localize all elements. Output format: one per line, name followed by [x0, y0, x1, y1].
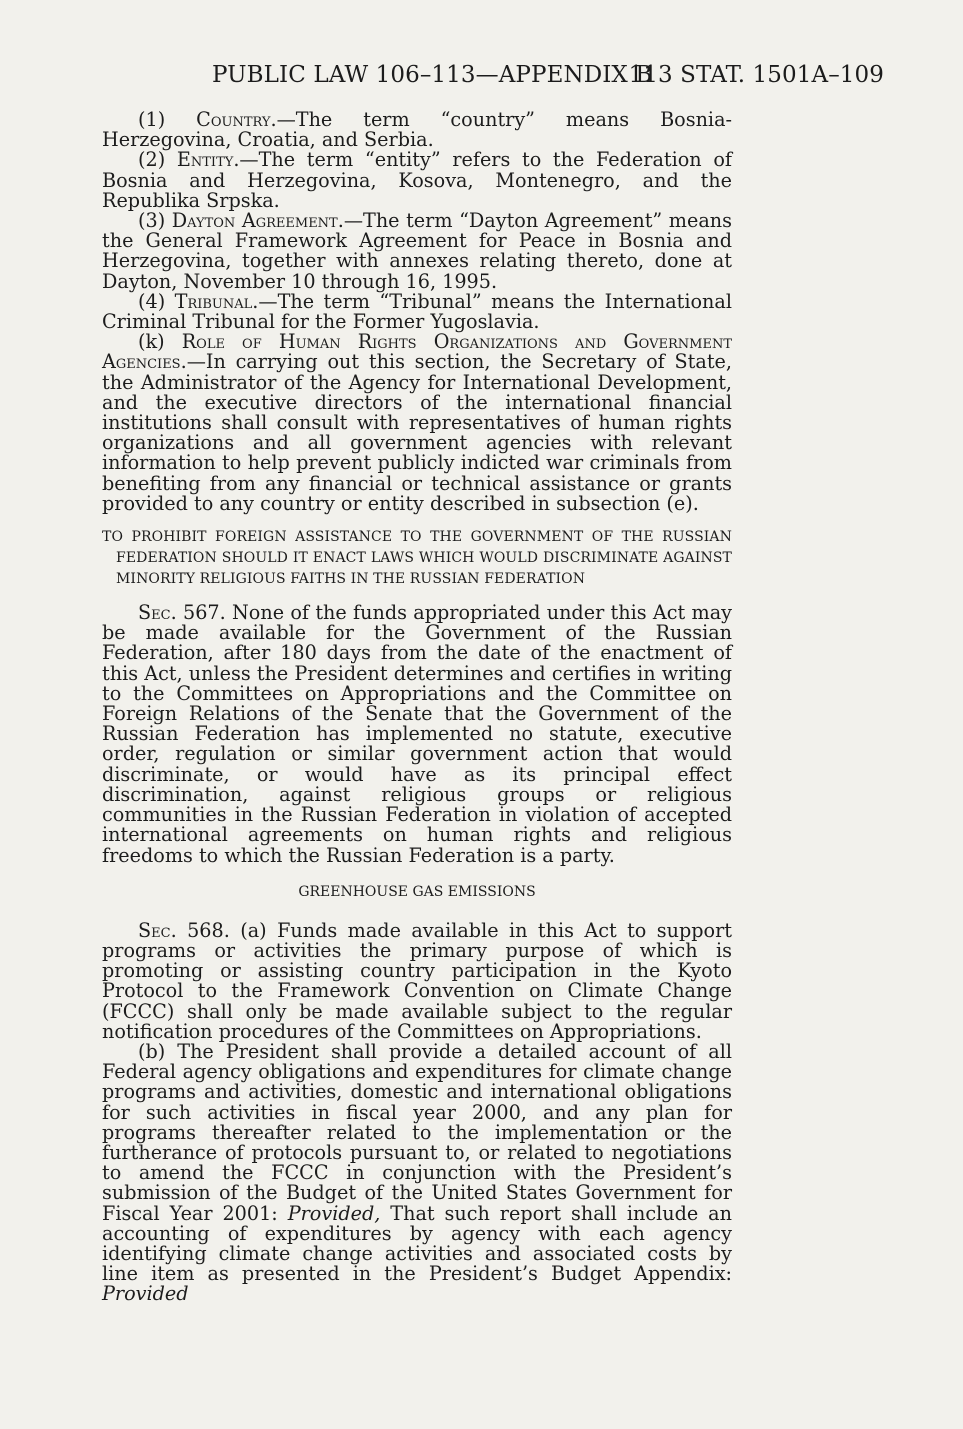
- definition-num: (1): [138, 108, 166, 131]
- page-body: [102, 110, 732, 1305]
- section-label: Sec. 568.: [138, 918, 230, 942]
- definition-term: Country.: [196, 108, 277, 131]
- definition-term: Tribunal.: [174, 289, 259, 313]
- definition-num: (3): [138, 209, 166, 233]
- definition-text: —The term “entity” refers to the Federation of Bosnia and Herzegovina, Kosova, Montenegro, and the Republika Srpska.: [102, 148, 732, 212]
- section-text: None of the funds appropriated under this Act may be made available for the Government of the Russian Federation, after 180 days from the date of the enactment of this Act, unless the President determines and certifies in writing to the Committees on Appropriations and the Committee on Foreign Relations of the Senate that the Government of the Russian Federation has implemented no statute, executive order, regulation or similar government action that would discriminate, or would have as its principal effect discrimination, against religious groups or religious communities in the Russian Federation in violation of accepted international agreements on human rights and religious freedoms to which the Russian Federation is a party.: [102, 601, 732, 867]
- definition-4: [102, 289, 732, 334]
- section-text: (a) Funds made available in this Act to support programs or activities the primary purpose of which is promoting or assisting country participation in the Kyoto Protocol to the Framework Convention on Climate Change (FCCC) shall only be made available subject to the regular notification procedures of the Committees on Appropriations.: [102, 918, 732, 1043]
- subsection-term: Role of Human Rights Organizations and Government Agencies.: [102, 330, 732, 374]
- section-text: (b) The President shall provide a detailed account of all Federal agency obligations and expenditures for climate change programs and activities, domestic and international obligations for such activities in fiscal year 2000, and any plan for programs thereafter related to the implementation or the furtherance of protocols pursuant to, or related to negotiations to amend the FCCC in conjunction with the President’s submission of the Budget of the United States Government for Fiscal Year 2001:: [102, 1039, 732, 1225]
- definition-1: [102, 110, 732, 150]
- definition-3: [102, 211, 732, 292]
- proviso-italic: Provided,: [287, 1201, 381, 1225]
- definition-text: —The term “Dayton Agreement” means the General Framework Agreement for Peace in Bosnia and Herzegovina, together with annexes relating thereto, done at Dayton, November 10 through 16, 1995.: [102, 209, 732, 293]
- subsection-num: (k): [138, 330, 165, 354]
- definition-num: (4): [138, 289, 166, 313]
- definition-term: Dayton Agreement.: [171, 209, 344, 233]
- definition-num: (2): [138, 148, 166, 172]
- section-text: That such report shall include an accounting of expenditures by agency with each agency identifying climate change activities and associated costs by line item as presented in the President’s Budget Appendix:: [102, 1201, 732, 1286]
- proviso-italic: Provided: [102, 1282, 189, 1306]
- page-number: 113 STAT. 1501A–109: [628, 62, 884, 88]
- definition-text: —The term “Tribunal” means the International Criminal Tribunal for the Former Yugoslavia.: [102, 289, 732, 334]
- running-title: PUBLIC LAW 106–113—APPENDIX B: [212, 62, 653, 88]
- subsection-text: —In carrying out this section, the Secretary of State, the Administrator of the Agency for International Development, and the executive directors of the international financial institutions shall consult with representatives of human rights organizations and all government agencies with relevant information to help prevent publicly indicted war criminals from benefiting from any financial or technical assistance or grants provided to any country or entity described in subsection (e).: [102, 350, 732, 515]
- section-568-a: [102, 918, 732, 1043]
- section-label: Sec. 567.: [138, 601, 226, 625]
- definition-term: Entity.: [176, 148, 240, 172]
- definition-text: —The term “country” means Bosnia-Herzegovina, Croatia, and Serbia.: [102, 108, 732, 152]
- subsection-k: [102, 332, 732, 514]
- section-568-b: [102, 1039, 732, 1306]
- definition-2: [102, 150, 732, 211]
- section-568-heading: GREENHOUSE GAS EMISSIONS: [298, 883, 536, 900]
- section-567: [102, 603, 732, 866]
- section-567-heading: TO PROHIBIT FOREIGN ASSISTANCE TO THE GOVERNMENT OF THE RUSSIAN FEDERATION SHOULD IT ENACT LAWS WHICH WOULD DISCRIMINATE AGAINST MINORITY RELIGIOUS FAITHS IN THE RUSSIAN FEDERATION: [102, 529, 732, 588]
